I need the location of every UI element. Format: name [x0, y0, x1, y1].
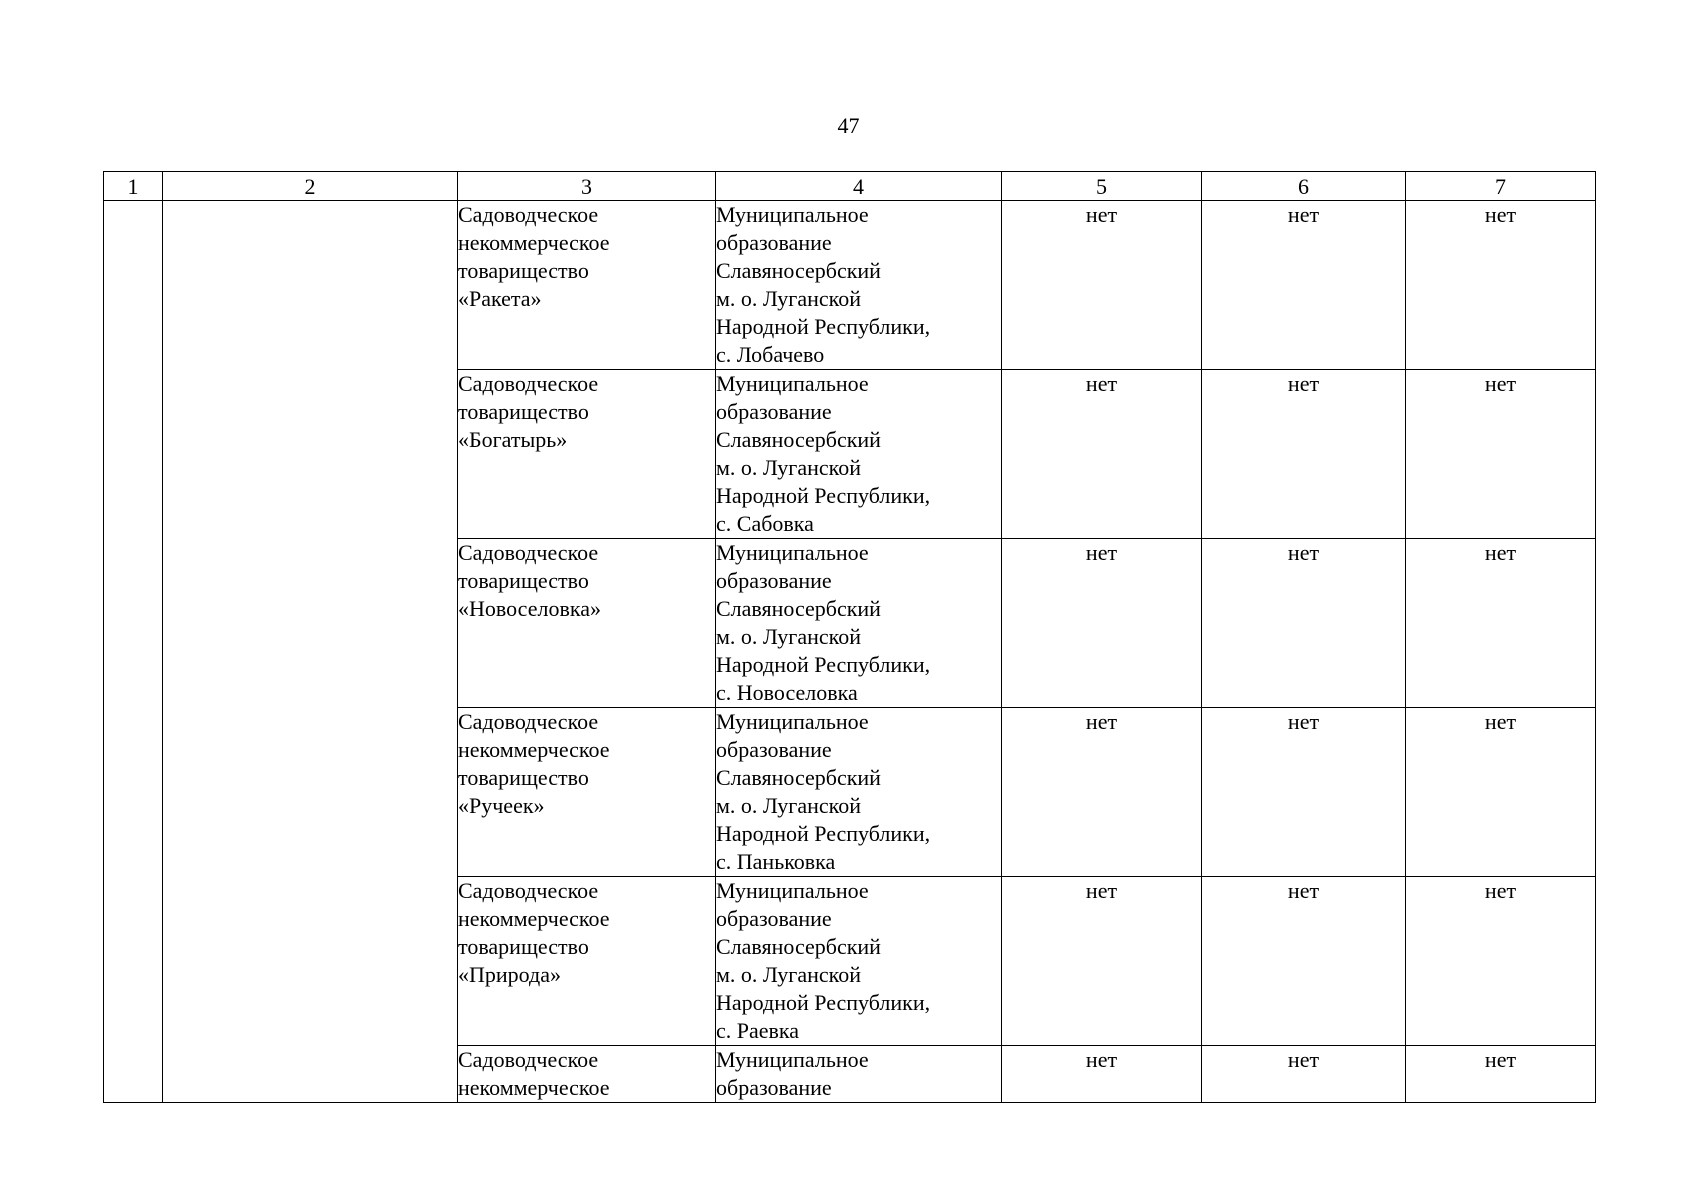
col5-value: нет: [1002, 877, 1202, 1046]
location-cell: [716, 201, 1002, 370]
organization-name-cell: [458, 877, 716, 1046]
organization-name: Садоводческое товарищество «Новоселовка»: [458, 540, 601, 621]
col6-value: нет: [1202, 708, 1406, 877]
table-header-row: [104, 172, 1596, 201]
location-cell: [716, 1046, 1002, 1103]
cell-col1-merged: [104, 201, 163, 1103]
organization-name: Садоводческое некоммерческое товарищество «Ракета»: [458, 202, 610, 311]
col7-value: нет: [1406, 877, 1596, 1046]
col6-value: нет: [1202, 370, 1406, 539]
column-header-5: 5: [1002, 172, 1202, 201]
col6-value: нет: [1202, 1046, 1406, 1103]
col5-value: нет: [1002, 539, 1202, 708]
col7-value: нет: [1406, 201, 1596, 370]
organization-name-cell: [458, 370, 716, 539]
column-header-7: 7: [1406, 172, 1596, 201]
col5-value: нет: [1002, 201, 1202, 370]
organization-name: Садоводческое некоммерческое товарищество «Природа»: [458, 878, 610, 987]
column-header-1: 1: [104, 172, 163, 201]
page-number: 47: [837, 113, 860, 138]
column-header-2: 2: [163, 172, 458, 201]
organization-name-cell: [458, 539, 716, 708]
location-text: Муниципальное образование Славяносербский м. о. Луганской Народной Республики, с. Раевка: [716, 878, 931, 1043]
table-row: [104, 201, 1596, 370]
col7-value: нет: [1406, 370, 1596, 539]
column-header-6: 6: [1202, 172, 1406, 201]
organization-name: Садоводческое некоммерческое: [458, 1047, 610, 1100]
organization-name-cell: [458, 201, 716, 370]
location-text: Муниципальное образование: [716, 1047, 869, 1100]
organization-name-cell: [458, 1046, 716, 1103]
column-header-4: 4: [716, 172, 1002, 201]
organization-name: Садоводческое некоммерческое товарищество «Ручеек»: [458, 709, 610, 818]
col5-value: нет: [1002, 708, 1202, 877]
location-cell: [716, 370, 1002, 539]
cell-col2-merged: [163, 201, 458, 1103]
location-cell: [716, 877, 1002, 1046]
location-text: Муниципальное образование Славяносербский м. о. Луганской Народной Республики, с. Паньковка: [716, 709, 931, 874]
column-header-3: 3: [458, 172, 716, 201]
col6-value: нет: [1202, 201, 1406, 370]
document-table: [103, 171, 1596, 1103]
location-text: Муниципальное образование Славяносербский м. о. Луганской Народной Республики, с. Новоселовка: [716, 540, 931, 705]
location-text: Муниципальное образование Славяносербский м. о. Луганской Народной Республики, с. Сабовка: [716, 371, 931, 536]
col7-value: нет: [1406, 708, 1596, 877]
col6-value: нет: [1202, 539, 1406, 708]
organization-name-cell: [458, 708, 716, 877]
location-text: Муниципальное образование Славяносербский м. о. Луганской Народной Республики, с. Лобачево: [716, 202, 931, 367]
col5-value: нет: [1002, 1046, 1202, 1103]
organization-name: Садоводческое товарищество «Богатырь»: [458, 371, 599, 452]
location-cell: [716, 539, 1002, 708]
col7-value: нет: [1406, 539, 1596, 708]
location-cell: [716, 708, 1002, 877]
col6-value: нет: [1202, 877, 1406, 1046]
col7-value: нет: [1406, 1046, 1596, 1103]
col5-value: нет: [1002, 370, 1202, 539]
